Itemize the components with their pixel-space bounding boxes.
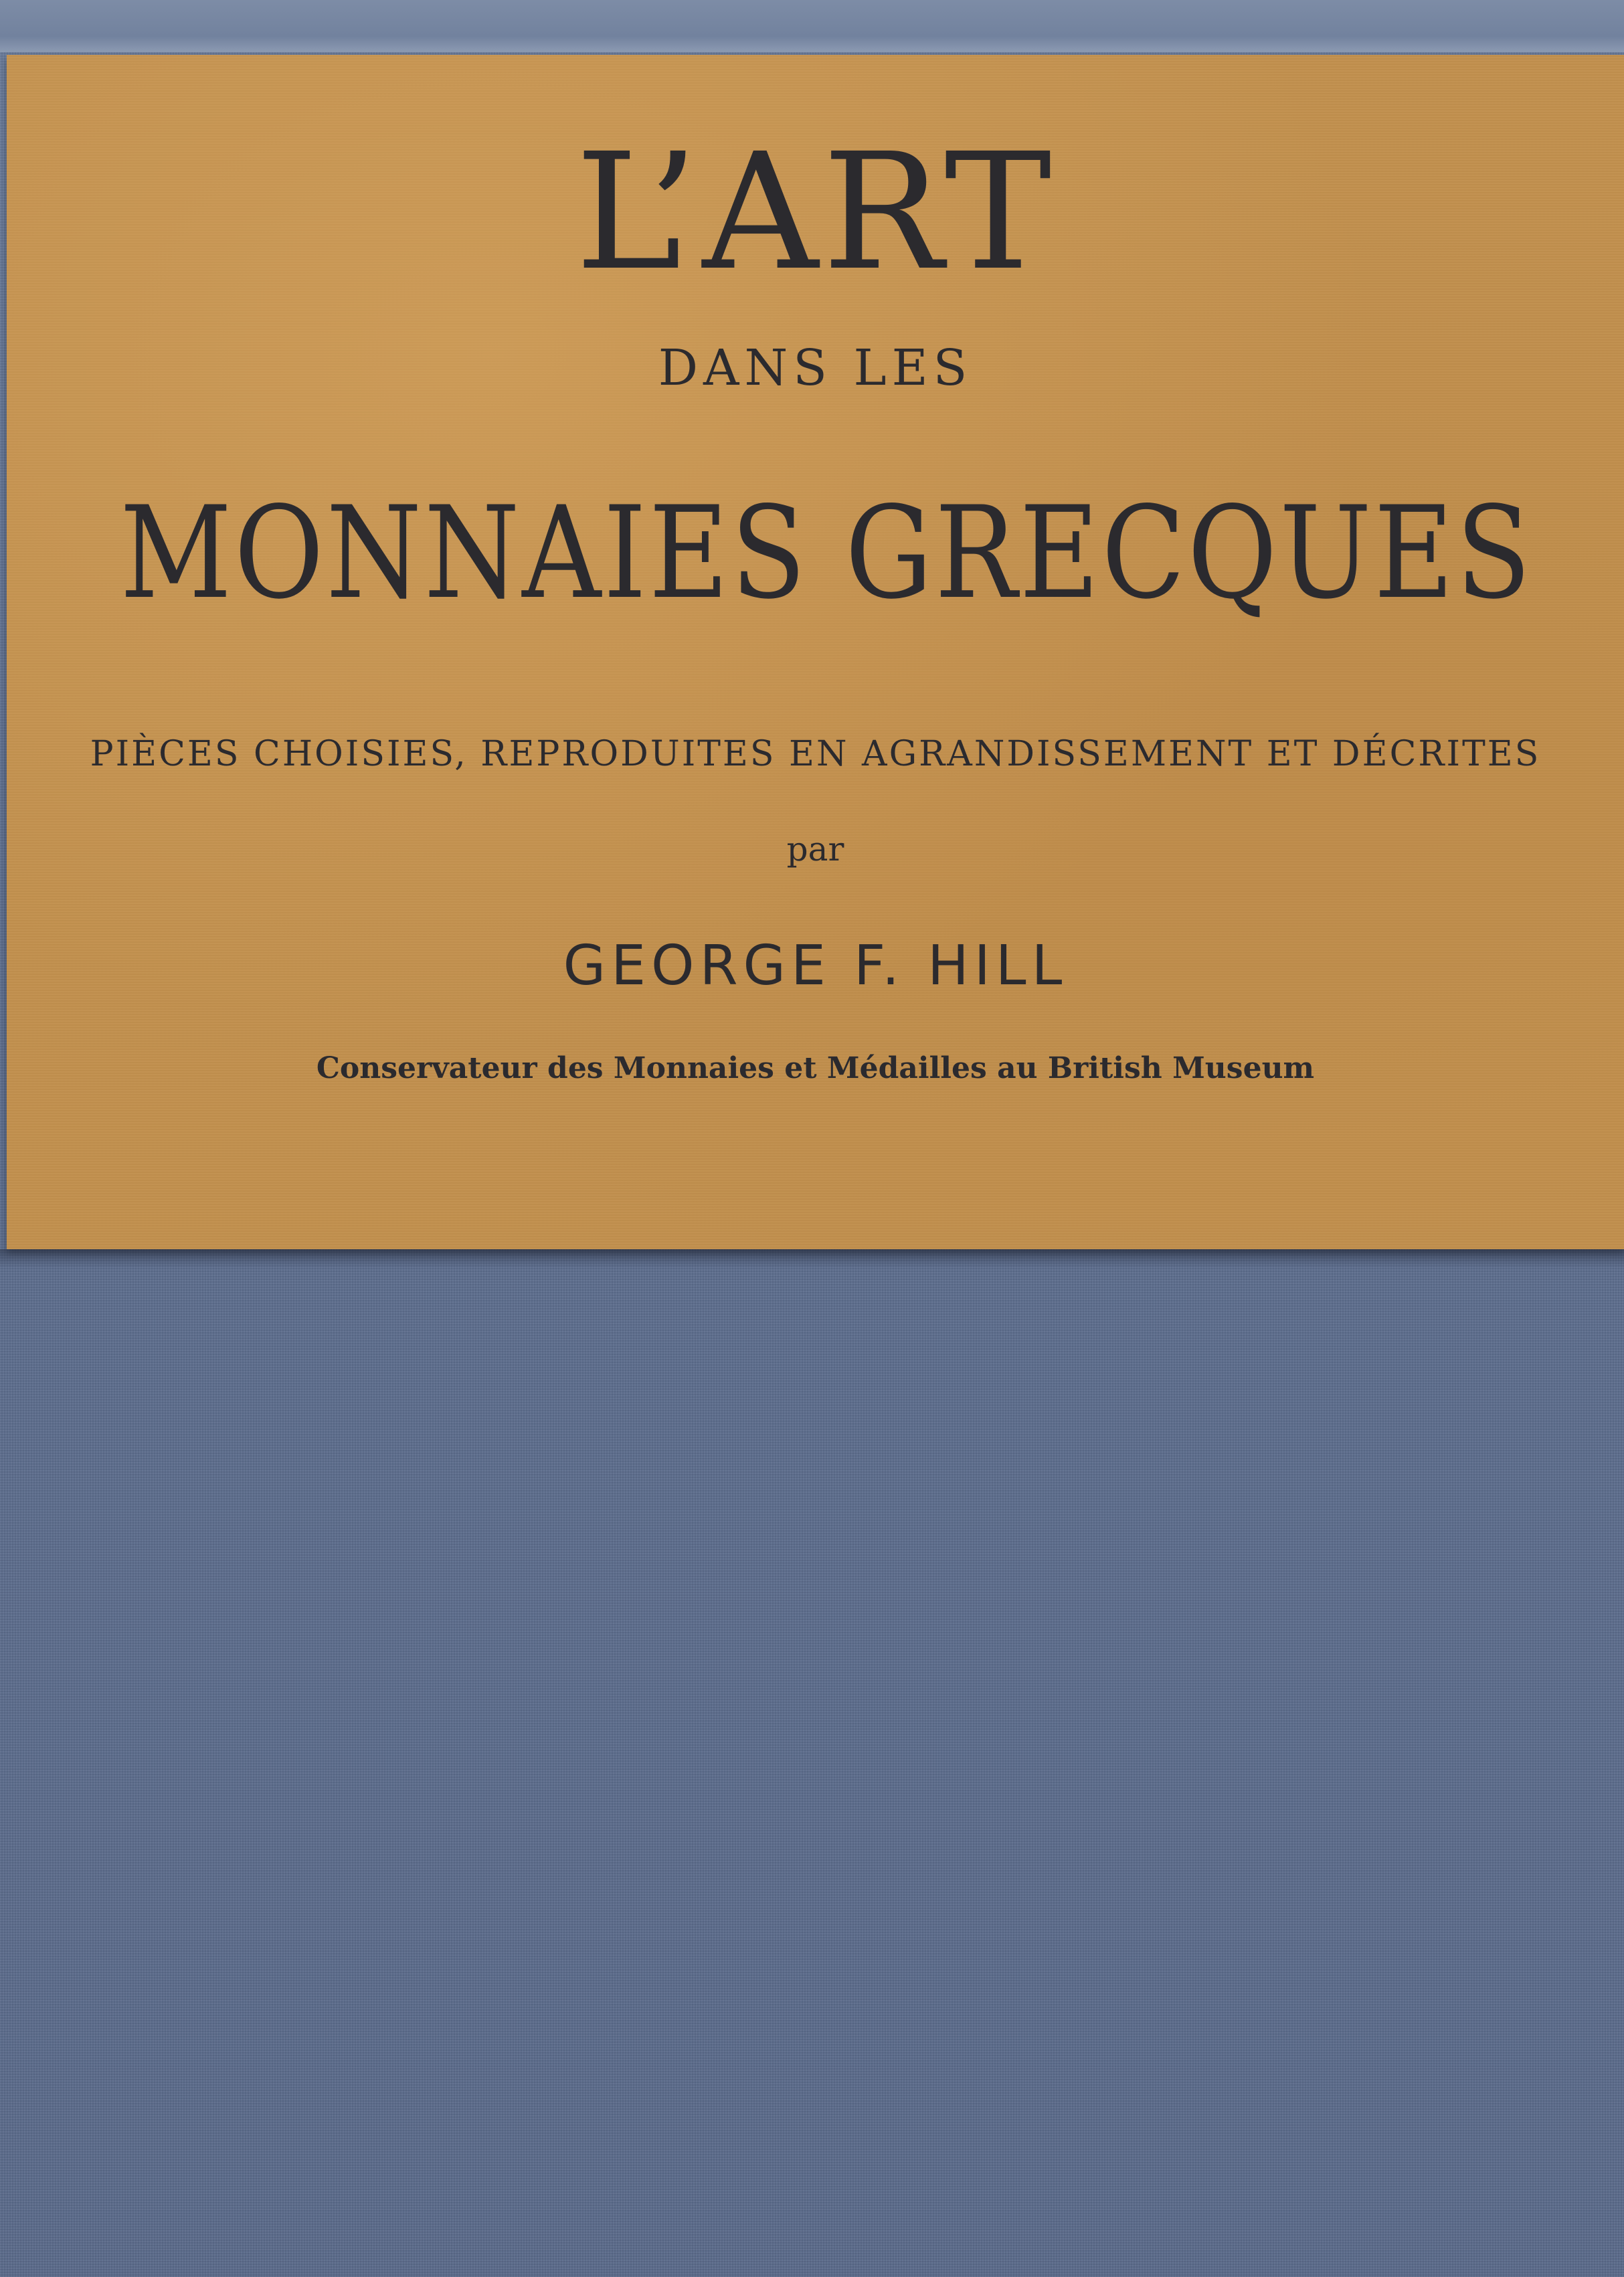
cover-top-edge [0, 0, 1624, 52]
title-label [7, 55, 1624, 1249]
author-position: Conservateur des Monnaies et Médailles au British Museum [316, 1051, 1315, 1085]
title-line-3: MONNAIES GRECQUES [120, 479, 1534, 627]
label-shadow [0, 1249, 1624, 1268]
by-line: par [786, 830, 844, 869]
title-line-1: L’ART [575, 118, 1056, 306]
author-name: GEORGE F. HILL [563, 934, 1068, 998]
title-line-2: DANS LES [658, 339, 973, 397]
subtitle: PIÈCES CHOISIES, REPRODUITES EN AGRANDISSEMENT ET DÉCRITES [90, 734, 1541, 774]
